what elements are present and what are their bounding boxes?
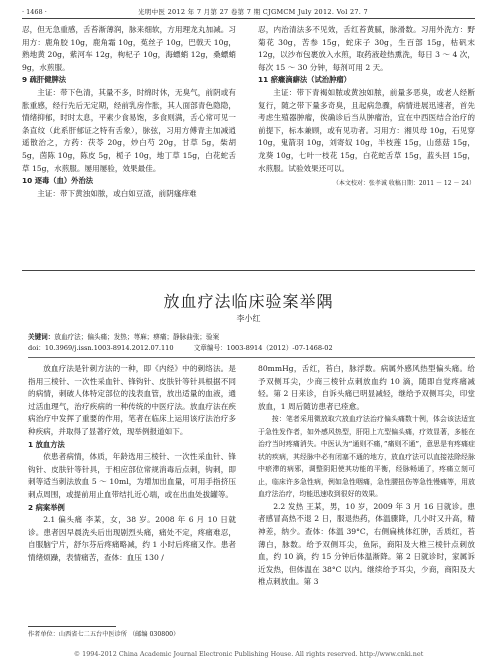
running-header — [22, 6, 475, 19]
article-number: 文章编号：1003-8914（2012）-07-1468-02 — [193, 344, 333, 352]
previous-article-right-column — [258, 24, 475, 191]
paragraph: 放血疗法是针刺方法的一种，即《内经》中的刺络法。是指用三棱针、一次性采血针、锋钩针、皮肤针等针具根据不同的病情，刺破人体特定部位的浅表血管，放出适量的血液，通过活血理气，治疗疾病的一种传统的中医疗法。放血疗法在疾病治疗中发挥了重要的作用，笔者在临床上运用该疗法治疗多种疾病，并取得了显著疗效，现举例报道如下。 — [28, 364, 236, 436]
article-right-column — [258, 363, 475, 589]
paragraph: 80mmHg，舌红，苔白，脉浮数。病属外感风热型偏头痛。给予双侧耳尖，少商三棱针点刺放血约 10 滴，随即自觉疼痛减轻。第 2 日来诊，自诉头痛已明显减轻，继给予双侧耳尖，印堂放血，1 周后随访患者已痊愈。 — [258, 364, 475, 411]
article-title: 放血疗法临床验案举隅 — [163, 292, 334, 311]
author-affiliation: 作者单位：山西省七二五台中医诊所 （邮编 030800） — [28, 631, 180, 638]
paragraph: 2.1 偏头痛 李某，女，38 岁。2008 年 6 月 10 日就诊。患者因早晨洗头后出现剧烈头痛，痛处不定，疼痛难忍，自服脑宁片，舒尔芬后疼痛略减，约 1 小时后疼痛又作。患者情绪烦躁，表情痛苦，查体：血压 130 / — [28, 515, 236, 562]
paragraph: 主证：带下青褐如脓或黄浊如脓，前量多恶臭，或老人经断复行，随之带下量多奇臭，且起病急骤，病情进展迅速者，首先考虑生殖器肿瘤，俟确诊后当从肿瘤治，宜在中西医结合治疗的前提下，标本兼顾，或有见功者。习用方：湘贝母 10g，石见穿 10g，鬼箭羽 10g，刘寄奴 10g，半枝莲 15g，山慈菇 15g，龙葵 10g，七叶一枝花 15g，白花蛇舌草 15g，蓝头回 15g，水煎服。试验效果还可以。 — [258, 87, 475, 173]
section-heading: 2 病案举例 — [28, 502, 65, 512]
paragraph: 2.2 发热 王某，男，10 岁，2009 年 3 月 16 日就诊。患者感冒高热不退 2 日，服退热药，体温骤降，几小时又升高，精神差，纳少。查体：体温 39°C，右侧扁桃体红肿，舌质红，苔薄白，脉数。给予双侧耳尖，鱼际，商阳及大椎三棱针点刺放血，约 10 滴，约 15 分钟后体温渐降。第 2 日就诊时，家属诉近发热，但体温在 38°C 以内。继续给予耳尖，少商，商阳及大椎点刺放血。第 3 — [258, 501, 475, 587]
section-heading: 1 放血方法 — [28, 439, 65, 449]
keywords-block — [28, 332, 475, 354]
received-date: （本文校对：张孝诚 收稿日期：2011 － 12 － 24） — [332, 180, 475, 188]
footnote-rule — [28, 626, 116, 627]
paragraph: 忍，但无急重感，舌苔渐薄润，脉来细软，方用理龙丸加减。习用方：鹿角胶 10g，鹿角霜 10g，菟丝子 10g，巴戟天 10g，熟地黄 20g，紫河车 12g，枸杞子 10g，海螵蛸 12g，桑螵蛸 9g，水煎服。 — [22, 25, 236, 72]
paragraph: 按：笔者采用微放取穴放血疗法治疗偏头痛数十例，体会该法适宜于急性发作者，如外感风热型，肝阳上亢型偏头痛，疗效显著，多能在治疗当时疼痛消失。中医认为“通则不痛，”痛则不通”，意思是有疼痛症状的疾病，其经脉中必有闭塞不通的地方，放血疗法可以直接祛除经脉中瘀滞的病邪，调整阴阳使其功能的平衡，经脉畅通了，疼痛立刻可止，临床许多急性病，例如急性咽痛，急性腰扭伤等急性慢痛等，用放血疗法治疗，均能迅速收到很好的效果。 — [258, 415, 475, 499]
section-heading: 10 逐毒（血）外治法 — [22, 176, 94, 186]
page-number: · 1468 · — [22, 8, 47, 16]
keywords-label: 关键词： — [28, 333, 55, 341]
previous-article-left-column — [22, 24, 236, 200]
article-author: 李小红 — [236, 314, 261, 323]
copyright-footer: © 1994-2012 China Academic Journal Electronic Publishing House. All rights reserved. http://www.cnki.net — [73, 650, 424, 658]
article-divider — [22, 270, 475, 271]
section-heading: 9 疏肝健脾法 — [22, 75, 67, 85]
section-heading: 11 瘀癥滴癖法（试治肿瘤） — [258, 75, 351, 85]
journal-info: 光明中医 2012 年 7 月第 27 卷第 7 期 CJGMCM July 2012. Vol 27. 7 — [138, 8, 368, 16]
article-left-column — [28, 363, 236, 565]
paragraph: 主证：带下色清，其量不多，时绵时休，无臭气，前阴或有胀重感，经行先后无定期，经前乳房作胀，其人面部青色隐隐，情绪抑郁，时时太息，平素少食易饱，多食则满，舌心常可见一条直纹（此系肝郁证之特有舌象），脉弦，习用方傅青主加减逍遥散治之，方药：茯苓 20g，炒白芍 20g，甘草 5g，柴胡 5g，茵陈 10g，陈皮 5g，栀子 10g，地丁草 15g，白花蛇舌草 15g，水煎服。屡用屡验，效果最佳。 — [22, 87, 236, 173]
keywords: 放血疗法；偏头痛；发热；荨麻；痹痛；静脉曲张；验案 — [54, 333, 220, 341]
paragraph: 忍，内治清法多不见效，舌红苔黄腻，脉滑数。习用外洗方：野菊花 30g，苦参 15g，蛇床子 30g，生百部 15g，枯矾末 12g，以沙布包裹放入水煎，取药液趁热熏洗，每日 3 ～ 4 次，每次 15 ～ 30 分钟，每剂可用 2 天。 — [258, 25, 475, 72]
paragraph: 主证：带下黄浊如脓，或白如豆渣，前阴瘙痒难 — [37, 188, 197, 198]
paragraph: 依患者病情，体质，年龄选用三棱针、一次性采血针、锋钩针、皮肤针等针具，于相应部位常规消毒后点刺，钩刺，即刺等适当刺法放血 5 ～ 10ml，为增加出血量，可用手指挤压刺点周围，或提前用止血带结扎近心端，或在出血处拔罐等。 — [28, 452, 236, 499]
abstract-rule — [28, 357, 475, 358]
doi: doi：10.3969/j.issn.1003-8914.2012.07.110 — [28, 344, 174, 352]
